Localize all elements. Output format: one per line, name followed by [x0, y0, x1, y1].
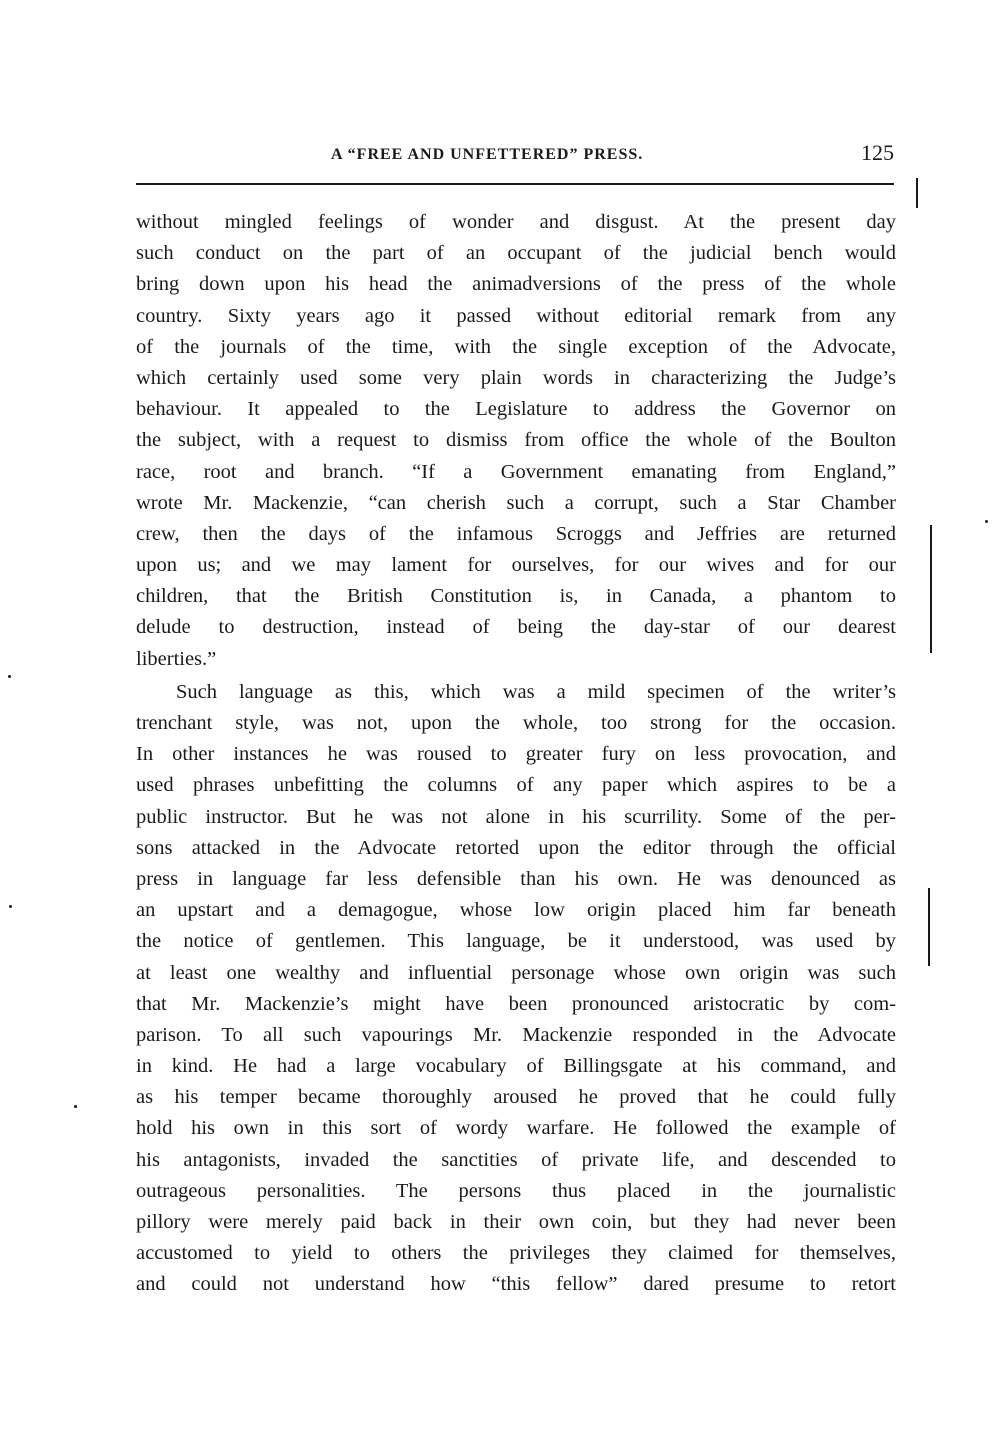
- margin-dot: [9, 905, 12, 908]
- text-line: of the journals of the time, with the single exception of the Advocate,: [136, 335, 896, 358]
- text-line: which certainly used some very plain words in characterizing the Judge’s: [136, 366, 896, 389]
- text-line: the notice of gentlemen. This language, be it understood, was used by: [136, 930, 896, 953]
- text-line: bring down upon his head the animadversions of the press of the whole: [136, 273, 896, 296]
- margin-dot: [74, 1105, 77, 1108]
- text-line: public instructor. But he was not alone in his scurrility. Some of the per-: [136, 805, 896, 828]
- text-line: trenchant style, was not, upon the whole, too strong for the occasion.: [136, 712, 896, 734]
- text-line: In other instances he was roused to greater fury on less provocation, and: [136, 743, 896, 766]
- text-line: upon us; and we may lament for ourselves, for our wives and for our: [136, 554, 896, 577]
- margin-mark: [930, 525, 932, 653]
- text-line: used phrases unbefitting the columns of any paper which aspires to be a: [136, 774, 896, 797]
- margin-mark: [928, 888, 930, 966]
- text-line: press in language far less defensible than his own. He was denounced as: [136, 867, 896, 890]
- text-line: an upstart and a demagogue, whose low origin placed him far beneath: [136, 899, 896, 922]
- text-line: as his temper became thoroughly aroused he proved that he could fully: [136, 1086, 896, 1109]
- margin-dot: [8, 675, 11, 678]
- text-line: sons attacked in the Advocate retorted upon the editor through the official: [136, 836, 896, 859]
- text-line: without mingled feelings of wonder and disgust. At the present day: [136, 211, 896, 233]
- header-rule: [136, 183, 894, 185]
- margin-dot: [985, 520, 988, 523]
- text-line: that Mr. Mackenzie’s might have been pronounced aristocratic by com-: [136, 992, 896, 1015]
- text-line: at least one wealthy and influential personage whose own origin was such: [136, 961, 896, 984]
- body-text: [136, 207, 896, 1301]
- text-line: hold his own in this sort of wordy warfare. He followed the example of: [136, 1117, 896, 1140]
- text-line: race, root and branch. “If a Government emanating from England,”: [136, 460, 896, 483]
- text-line: Such language as this, which was a mild specimen of the writer’s: [176, 680, 896, 703]
- paragraph-1: [136, 207, 896, 675]
- page-header: [136, 140, 896, 174]
- text-line: delude to destruction, instead of being the day-star of our dearest: [136, 616, 896, 639]
- page-number: 125: [861, 140, 894, 165]
- margin-mark: [916, 178, 918, 208]
- text-line: accustomed to yield to others the privileges they claimed for themselves,: [136, 1242, 896, 1265]
- running-title: A “FREE AND UNFETTERED” PRESS.: [331, 146, 644, 163]
- text-line: pillory were merely paid back in their own coin, but they had never been: [136, 1211, 896, 1233]
- paragraph-2: [136, 677, 896, 1301]
- text-line: children, that the British Constitution is, in Canada, a phantom to: [136, 585, 896, 608]
- text-line: wrote Mr. Mackenzie, “can cherish such a corrupt, such a Star Chamber: [136, 491, 896, 514]
- text-line: the subject, with a request to dismiss from office the whole of the Boulton: [136, 429, 896, 452]
- text-line: parison. To all such vapourings Mr. Mackenzie responded in the Advocate: [136, 1023, 896, 1046]
- text-line: and could not understand how “this fellow” dared presume to retort: [136, 1273, 896, 1296]
- text-line: liberties.”: [136, 647, 217, 670]
- text-line: outrageous personalities. The persons thus placed in the journalistic: [136, 1179, 896, 1202]
- text-line: such conduct on the part of an occupant of the judicial bench would: [136, 242, 896, 265]
- text-line: behaviour. It appealed to the Legislature to address the Governor on: [136, 398, 896, 421]
- text-line: crew, then the days of the infamous Scroggs and Jeffries are returned: [136, 522, 896, 545]
- text-line: in kind. He had a large vocabulary of Billingsgate at his command, and: [136, 1055, 896, 1078]
- text-line: country. Sixty years ago it passed without editorial remark from any: [136, 304, 896, 327]
- text-line: his antagonists, invaded the sanctities of private life, and descended to: [136, 1148, 896, 1171]
